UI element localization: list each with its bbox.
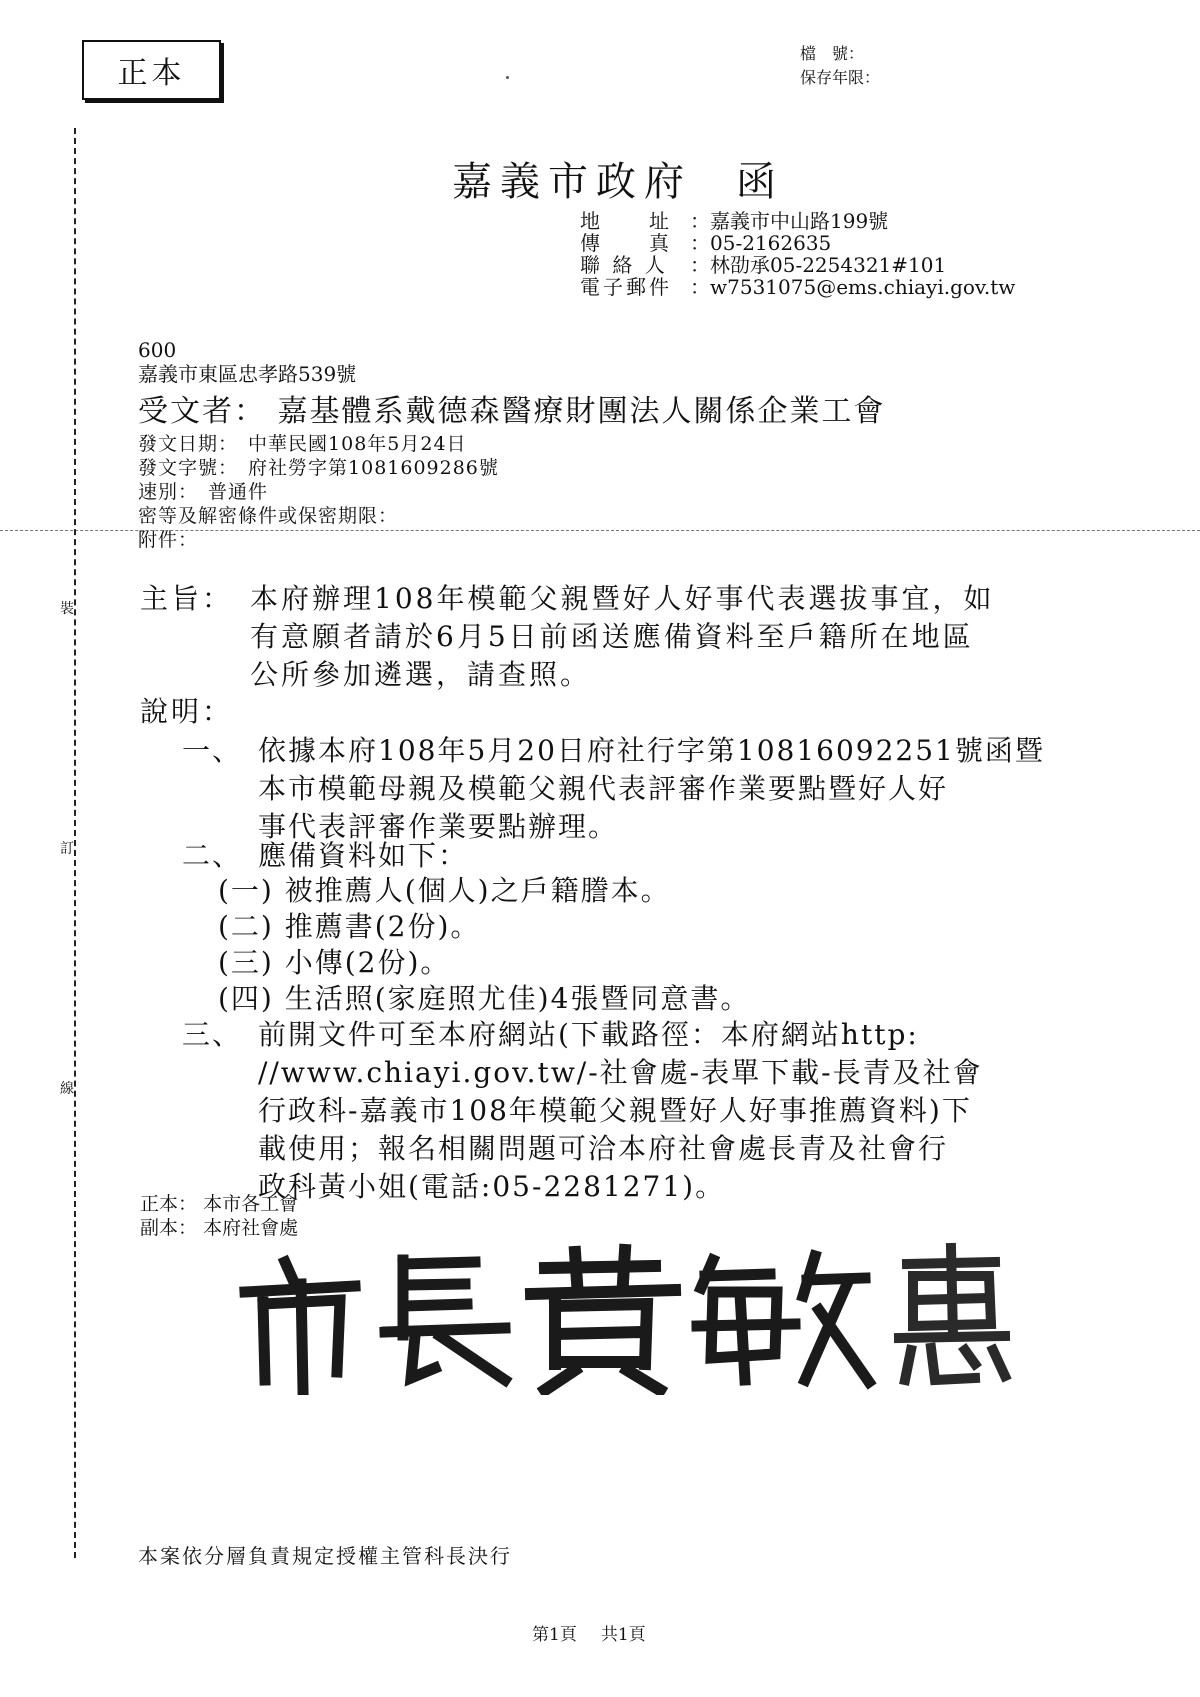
copy-to-value: 本府社會處 bbox=[203, 1217, 299, 1239]
page-current: 第1頁 bbox=[532, 1625, 577, 1645]
subject-section bbox=[140, 580, 994, 694]
title-kind: 函 bbox=[736, 159, 784, 205]
speed-value: 普通件 bbox=[208, 481, 269, 503]
explanation-item-1 bbox=[182, 732, 1045, 846]
item-1-line-3: 事代表評審作業要點辦理。 bbox=[258, 810, 619, 843]
binding-mark-xian: 線 bbox=[60, 1076, 74, 1100]
authorization-note: 本案依分層負責規定授權主管科長決行 bbox=[138, 1544, 512, 1568]
attachment-label: 附件： bbox=[138, 529, 199, 551]
address-label: 地 址 bbox=[580, 209, 672, 233]
original-to-label: 正本： bbox=[140, 1193, 198, 1215]
page-number bbox=[532, 1620, 646, 1645]
item-2-line-1: 應備資料如下： bbox=[258, 839, 469, 872]
sub-item-1: (一) 被推薦人(個人)之戶籍謄本。 bbox=[218, 874, 671, 907]
item-3-line-1: 前開文件可至本府網站(下載路徑：本府網站http: bbox=[258, 1018, 919, 1051]
subject-line-3: 公所參加遴選，請查照。 bbox=[250, 658, 592, 691]
fold-divider bbox=[0, 530, 1200, 531]
item-3-line-4: 載使用；報名相關問題可洽本府社會處長青及社會行 bbox=[258, 1132, 949, 1165]
mayor-signature-seal bbox=[235, 1240, 1015, 1395]
contact-person-label: 聯 絡 人 bbox=[580, 253, 668, 277]
distribution-list bbox=[140, 1192, 298, 1240]
email-label: 電子郵件 bbox=[580, 275, 672, 299]
title-org: 嘉義市政府 bbox=[452, 159, 692, 205]
date-label: 發文日期： bbox=[138, 433, 239, 455]
date-value: 中華民國108年5月24日 bbox=[248, 433, 467, 455]
original-copy-stamp: 正本 bbox=[82, 40, 221, 100]
item-3-line-2: //www.chiayi.gov.tw/-社會處-表單下載-長青及社會 bbox=[258, 1056, 983, 1089]
fax-label: 傳 真 bbox=[580, 231, 672, 255]
address-value: ：嘉義市中山路199號 bbox=[690, 209, 889, 233]
recipient-name: 受文者： 嘉基體系戴德森醫療財團法人關係企業工會 bbox=[138, 394, 886, 429]
recipient-address bbox=[138, 338, 356, 386]
doc-number-label: 發文字號： bbox=[138, 457, 239, 479]
subject-line-1: 本府辦理108年模範父親暨好人好事代表選拔事宜，如 bbox=[250, 582, 995, 615]
binding-mark-ding: 訂 bbox=[60, 836, 74, 860]
scan-speck bbox=[506, 76, 509, 79]
item-3-line-3: 行政科-嘉義市108年模範父親暨好人好事推薦資料)下 bbox=[258, 1094, 972, 1127]
item-1-number: 一、 bbox=[182, 734, 243, 767]
recipient-zip: 600 bbox=[138, 338, 177, 362]
original-to-value: 本市各工會 bbox=[203, 1193, 299, 1215]
copy-to-label: 副本： bbox=[140, 1217, 198, 1239]
contact-person-value: ：林劭承05-2254321#101 bbox=[690, 253, 947, 277]
item-1-line-2: 本市模範母親及模範父親代表評審作業要點暨好人好 bbox=[258, 772, 949, 805]
explanation-label: 說明： bbox=[140, 695, 234, 728]
email-value: ：w7531075@ems.chiayi.gov.tw bbox=[690, 275, 1016, 299]
sub-item-2: (二) 推薦書(2份)。 bbox=[218, 910, 481, 943]
item-3-number: 三、 bbox=[182, 1018, 243, 1051]
item-3-line-5: 政科黃小姐(電話:05-2281271)。 bbox=[258, 1170, 726, 1203]
doc-number-value: 府社勞字第1081609286號 bbox=[248, 457, 499, 479]
binding-line bbox=[74, 128, 76, 1558]
subject-label: 主旨： bbox=[140, 582, 234, 615]
subject-line-2: 有意願者請於6月5日前函送應備資料至戶籍所在地區 bbox=[250, 620, 974, 653]
contact-block bbox=[580, 210, 1015, 298]
sub-item-4: (四) 生活照(家庭照尤佳)4張暨同意書。 bbox=[218, 982, 751, 1015]
explanation-item-3 bbox=[182, 1016, 983, 1206]
retention-label: 保存年限： bbox=[800, 68, 881, 87]
file-meta bbox=[800, 42, 880, 90]
item-1-line-1: 依據本府108年5月20日府社行字第10816092251號函暨 bbox=[258, 734, 1045, 767]
item-2-number: 二、 bbox=[182, 839, 243, 872]
secrecy-label: 密等及解密條件或保密期限： bbox=[138, 505, 399, 527]
speed-label: 速別： bbox=[138, 481, 199, 503]
file-no-label: 檔 號： bbox=[800, 44, 865, 63]
binding-mark-zhuang: 裝 bbox=[60, 596, 74, 620]
document-info bbox=[138, 432, 499, 552]
page-total: 共1頁 bbox=[600, 1625, 646, 1645]
recipient-street: 嘉義市東區忠孝路539號 bbox=[138, 362, 357, 386]
sub-item-3: (三) 小傳(2份)。 bbox=[218, 946, 451, 979]
explanation-item-2 bbox=[182, 837, 468, 875]
document-title bbox=[452, 150, 784, 207]
fax-value: ：05-2162635 bbox=[690, 231, 832, 255]
